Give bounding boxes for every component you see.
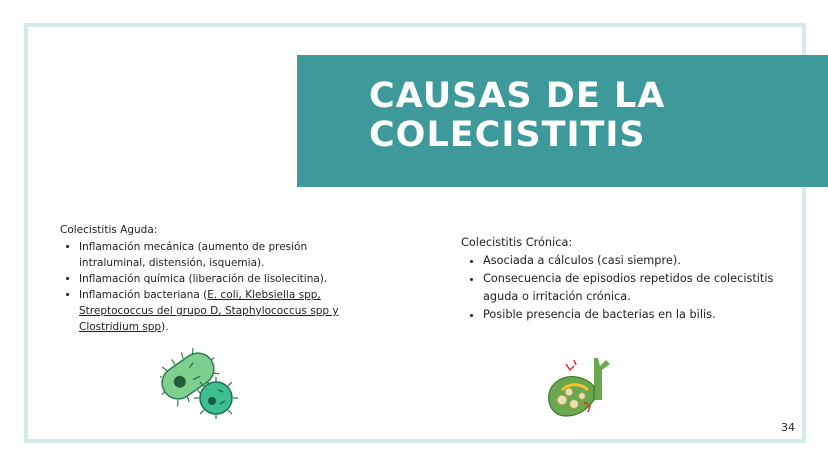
title-line-1: CAUSAS DE LA — [369, 76, 666, 116]
bacteria-list-link[interactable]: E. coli, Klebsiella spp, Streptococcus del grupo D, Staphylococcus spp y Clostridium spp — [79, 289, 339, 333]
gallbladder-shape — [549, 377, 594, 416]
page-number: 34 — [781, 421, 795, 434]
acute-item-chemical: • Inflamación química (liberación de lisolecitina). — [79, 271, 360, 287]
gallbladder-stones-icon — [544, 356, 614, 420]
stone — [557, 395, 567, 405]
stone — [570, 400, 579, 409]
bacteria-icon — [160, 346, 240, 421]
stone — [565, 388, 573, 396]
slide-title — [369, 77, 665, 155]
bile-duct-shape — [594, 358, 610, 400]
chronic-section — [461, 236, 781, 324]
chronic-item: • Posible presencia de bacterias en la bilis. — [483, 306, 781, 324]
acute-item-bacterial-prefix: Inflamación bacteriana ( — [79, 289, 208, 301]
acute-section — [60, 224, 360, 335]
title-line-2: COLECISTITIS — [369, 115, 646, 155]
acute-item-bacterial — [79, 287, 360, 335]
acute-item-mechanical: • Inflamación mecánica (aumento de presión intraluminal, distensión, isquemia). — [79, 239, 360, 271]
coccus-bacterium — [194, 377, 238, 419]
title-band — [297, 55, 828, 187]
stone — [579, 393, 586, 400]
chronic-list — [461, 252, 781, 324]
chronic-item: • Asociada a cálculos (casi siempre). — [483, 252, 781, 270]
acute-list — [60, 239, 360, 335]
acute-item-bacterial-suffix: ). — [161, 321, 169, 333]
chronic-item: • Consecuencia de episodios repetidos de colecistitis aguda o irritación crónica. — [483, 270, 781, 306]
chronic-heading: Colecistitis Crónica: — [461, 236, 573, 249]
acute-heading: Colecistitis Aguda: — [60, 224, 158, 236]
